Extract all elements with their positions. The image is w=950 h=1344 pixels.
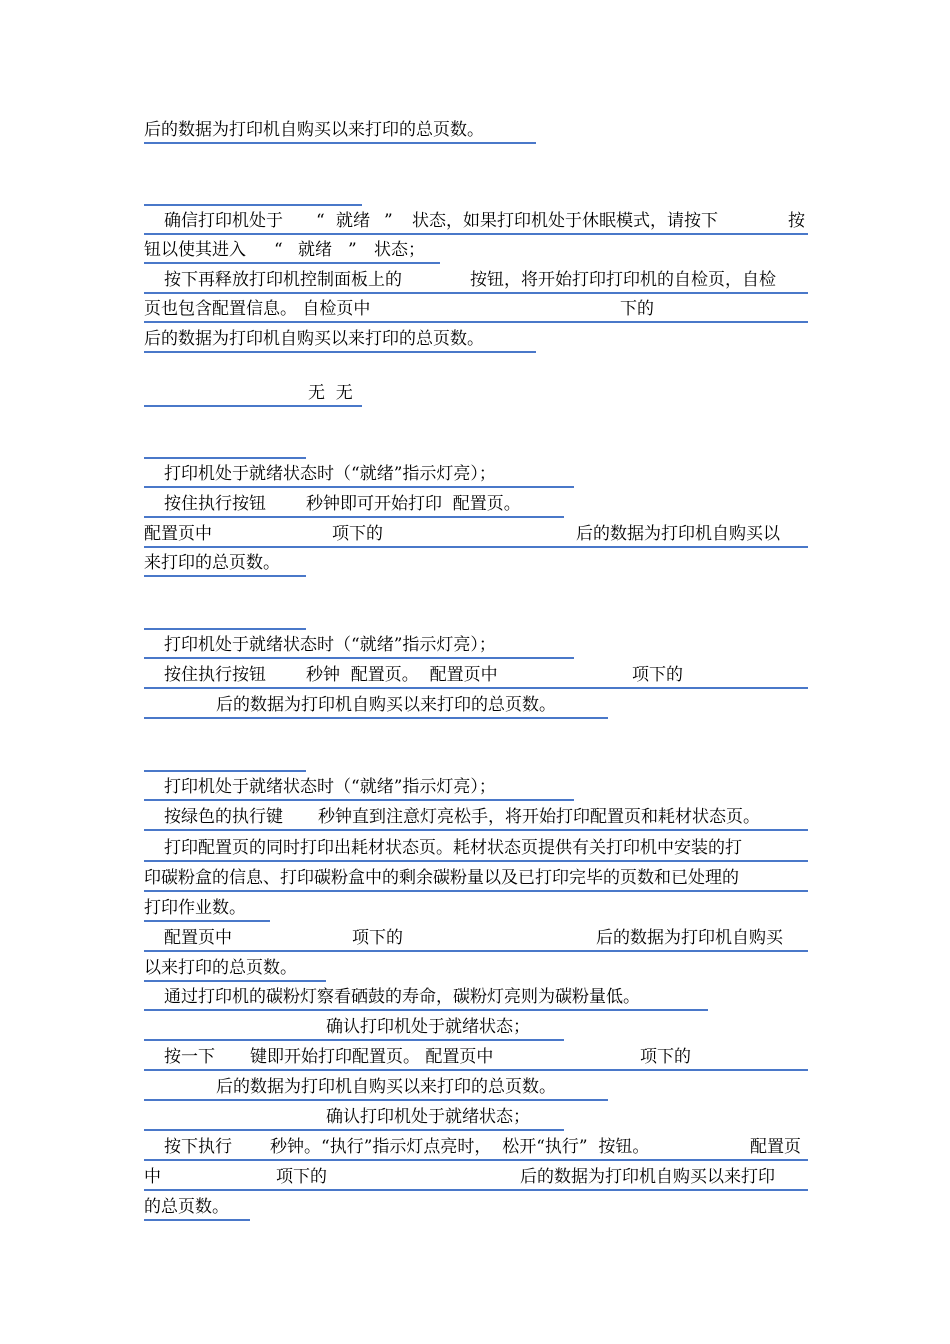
- text-line: [144, 1045, 808, 1071]
- text-line: [144, 956, 326, 982]
- text-line: [144, 297, 808, 323]
- line-text: 确认打印机处于就绪状态；: [326, 1017, 530, 1037]
- line-text: 状态，如果打印机处于休眠模式，请按下: [412, 211, 718, 231]
- line-text: 项下的: [632, 665, 683, 685]
- text-line: [144, 551, 306, 577]
- line-text: 后的数据为打印机自购买以来打印的总页数。: [216, 1077, 556, 1097]
- line-text: 来打印的总页数。: [144, 553, 280, 573]
- text-line: [144, 381, 362, 407]
- line-text: 中: [144, 1167, 161, 1187]
- text-line: [144, 492, 564, 518]
- line-text: 打印配置页的同时打印出耗材状态页。耗材状态页提供有关打印机中安装的打: [164, 838, 742, 858]
- text-line: [144, 1075, 608, 1101]
- line-text: 按: [788, 211, 805, 231]
- line-text: 打印机处于就绪状态时（“就绪”指示灯亮）；: [164, 635, 496, 655]
- line-text: 下的: [620, 299, 654, 319]
- text-line: [144, 1195, 250, 1221]
- line-text: 后的数据为打印机自购买: [596, 928, 783, 948]
- line-text: 按下执行: [164, 1137, 232, 1157]
- blank-underline: [144, 433, 306, 459]
- line-text: 秒钟直到注意灯亮松手，将开始打印配置页和耗材状态页。: [318, 807, 760, 827]
- text-line: [144, 1015, 564, 1041]
- blank-underline: [144, 604, 306, 630]
- quote-open: “: [274, 240, 283, 260]
- text-line: [144, 1135, 808, 1161]
- line-text: 项下的: [276, 1167, 327, 1187]
- text-line: [144, 633, 574, 659]
- line-text: 后的数据为打印机自购买以来打印: [520, 1167, 775, 1187]
- text-line: [144, 327, 536, 353]
- text-line: [144, 775, 574, 801]
- line-text: 按住执行按钮: [164, 665, 266, 685]
- text-line: [144, 238, 440, 264]
- line-text: 就绪: [336, 211, 370, 231]
- text-line: [144, 896, 270, 922]
- quote-close: ”: [348, 240, 357, 260]
- line-text: 就绪: [298, 240, 332, 260]
- text-line: [144, 268, 808, 294]
- line-text: 确信打印机处于: [164, 211, 283, 231]
- text-line: [144, 926, 808, 952]
- line-text: 项下的: [640, 1047, 691, 1067]
- line-text: 确认打印机处于就绪状态；: [326, 1107, 530, 1127]
- line-text: 秒钟即可开始打印 配置页。: [306, 494, 521, 514]
- text-line: [144, 522, 808, 548]
- line-text: 印碳粉盒的信息、打印碳粉盒中的剩余碳粉量以及已打印完毕的页数和已处理的: [144, 868, 739, 888]
- line-text: 打印机处于就绪状态时（“就绪”指示灯亮）；: [164, 464, 496, 484]
- line-text: 后的数据为打印机自购买以来打印的总页数。: [144, 329, 484, 349]
- line-text: 后的数据为打印机自购买以: [576, 524, 780, 544]
- text-line: [144, 1165, 808, 1191]
- line-text: 项下的: [332, 524, 383, 544]
- line-text: 打印机处于就绪状态时（“就绪”指示灯亮）；: [164, 777, 496, 797]
- line-text: 打印作业数。: [144, 898, 246, 918]
- text-line: [144, 866, 808, 892]
- line-text: 键即开始打印配置页。 配置页中: [250, 1047, 494, 1067]
- line-text: 无 无: [308, 383, 353, 403]
- text-line: [144, 1105, 564, 1131]
- line-text: 页也包含配置信息。 自检页中: [144, 299, 371, 319]
- line-text: 配置页: [750, 1137, 801, 1157]
- text-line: [144, 693, 608, 719]
- line-text: 后的数据为打印机自购买以来打印的总页数。: [216, 695, 556, 715]
- blank-underline: [144, 180, 362, 206]
- line-text: 秒钟。“执行”指示灯点亮时， 松开“执行” 按钮。: [270, 1137, 650, 1157]
- quote-close: ”: [384, 211, 393, 231]
- line-text: 配置页中: [144, 524, 212, 544]
- text-line: [144, 663, 808, 689]
- text-line: [144, 836, 808, 862]
- blank-underline: [144, 746, 306, 772]
- text-line: [144, 805, 808, 831]
- line-text: 秒钟 配置页。 配置页中: [306, 665, 498, 685]
- text-line: [144, 462, 574, 488]
- line-text: 的总页数。: [144, 1197, 229, 1217]
- text-line: [144, 985, 708, 1011]
- line-text: 按一下: [164, 1047, 215, 1067]
- line-text: 按住执行按钮: [164, 494, 266, 514]
- line-text: 钮以使其进入: [144, 240, 246, 260]
- line-text: 后的数据为打印机自购买以来打印的总页数。: [144, 120, 484, 140]
- quote-open: “: [316, 211, 325, 231]
- line-text: 状态；: [374, 240, 425, 260]
- line-text: 以来打印的总页数。: [144, 958, 297, 978]
- line-text: 项下的: [352, 928, 403, 948]
- line-text: 通过打印机的碳粉灯察看硒鼓的寿命，碳粉灯亮则为碳粉量低。: [164, 987, 640, 1007]
- line-text: 按钮，将开始打印打印机的自检页，自检: [470, 270, 776, 290]
- text-line: [144, 209, 808, 235]
- line-text: 配置页中: [164, 928, 232, 948]
- text-line: [144, 118, 536, 144]
- line-text: 按下再释放打印机控制面板上的: [164, 270, 402, 290]
- line-text: 按绿色的执行键: [164, 807, 283, 827]
